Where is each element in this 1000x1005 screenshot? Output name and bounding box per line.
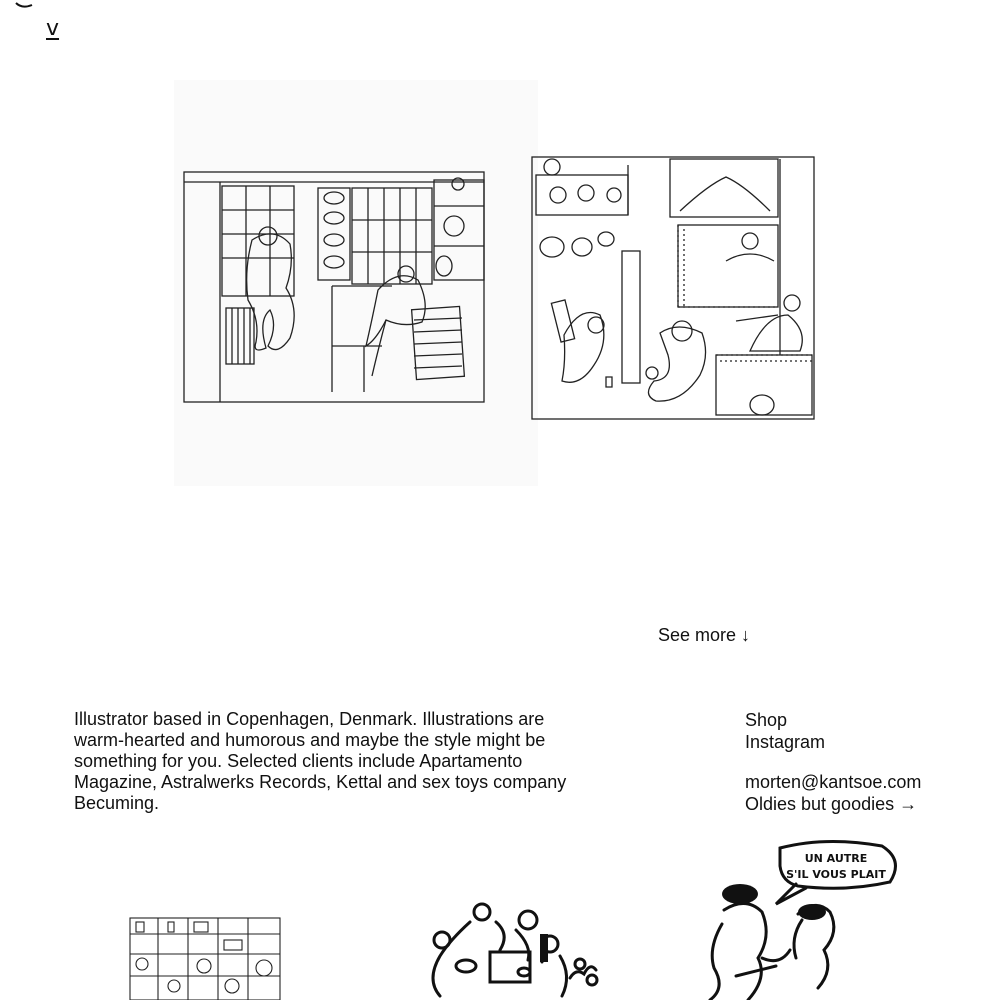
thumbnail-dinner-party[interactable] xyxy=(420,900,600,1005)
characters-speech-drawing-icon xyxy=(706,838,906,1000)
kitchen-drawing-icon xyxy=(128,916,282,1000)
bath-washing-drawing-icon xyxy=(530,155,816,421)
hero-illustration-right[interactable] xyxy=(530,155,816,421)
oldies-link[interactable]: Oldies but goodies → xyxy=(745,794,918,814)
see-more-link[interactable]: See more ↓ xyxy=(658,625,751,645)
email-link[interactable]: morten@kantsoe.com xyxy=(745,772,922,792)
dinner-party-drawing-icon xyxy=(420,900,600,1000)
home-logo-link[interactable]: v xyxy=(46,16,60,41)
footer-links xyxy=(745,709,921,815)
thumbnail-kitchen[interactable] xyxy=(128,916,282,1005)
shop-link[interactable]: Shop xyxy=(745,710,788,730)
instagram-link[interactable]: Instagram xyxy=(745,732,826,752)
thumbnail-speech-bubble[interactable] xyxy=(706,838,906,1005)
hero-illustration-left[interactable] xyxy=(182,170,486,404)
speech-bubble-line-1: UN AUTRE S'IL VOUS PLAIT xyxy=(786,852,886,881)
locker-room-drawing-icon xyxy=(182,170,486,404)
bio-text: Illustrator based in Copenhagen, Denmark. Illustrations are warm-hearted and humorous and maybe the style might be something for you. Selected clients include Apartamento Magazine, Astralwerks Records, Kettal and sex toys company Becuming. xyxy=(74,709,567,813)
links-spacer xyxy=(745,753,921,771)
logo-mark-icon[interactable] xyxy=(14,0,34,10)
